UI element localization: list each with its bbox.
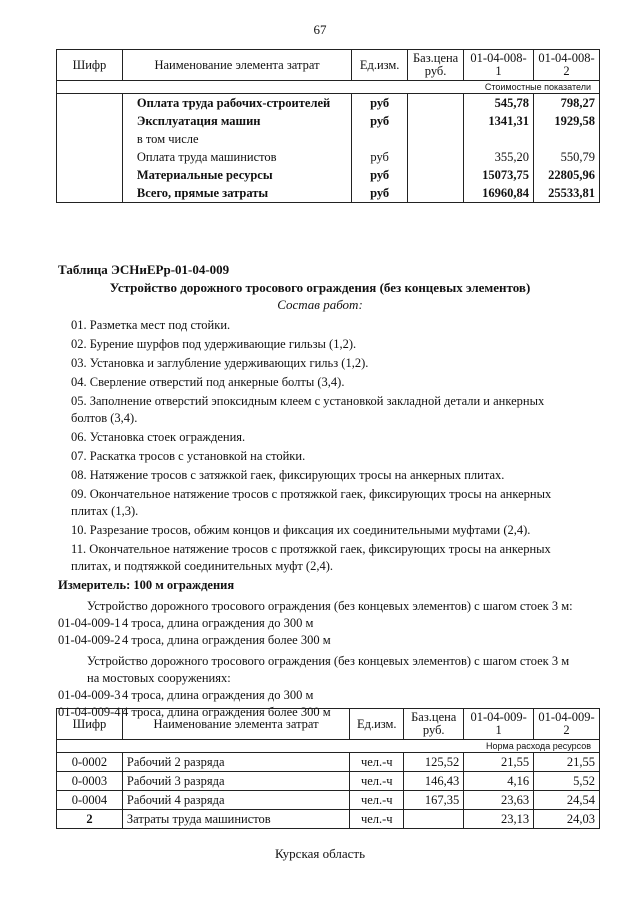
operation-item: 01. Разметка мест под стойки. [71,318,231,332]
operation-item: 11. Окончательное натяжение тросов с протяжкой гаек, фиксирующих тросы на анкерных плитах, и подтяжкой соединительных муфт (2,4). [71,542,551,573]
table-row [57,166,600,184]
resource-norms-table [56,708,600,829]
cost-item-unit: руб [352,112,408,130]
group1-items [58,615,578,649]
resource-value-col2: 24,54 [534,791,600,810]
table-row [57,148,600,166]
header-code: Шифр [57,50,123,81]
cost-value-col1: 1341,31 [464,112,534,130]
cost-value-col2 [534,130,600,148]
table-row [57,184,600,203]
cost-value-col1: 355,20 [464,148,534,166]
cost-value-col2: 798,27 [534,94,600,113]
operation-item: 09. Окончательное натяжение тросов с протяжкой гаек, фиксирующих тросы на анкерных плитах (1,3). [71,487,552,518]
cost-item-name: Оплата труда рабочих-строителей [122,94,351,113]
table-note: Стоимостные показатели [57,81,600,94]
resource-unit: чел.-ч [350,791,404,810]
resource-value-col1: 4,16 [464,772,534,791]
resource-unit: чел.-ч [350,753,404,772]
footer-region: Курская область [274,846,365,861]
empty-cell [408,166,464,184]
operation-item: 08. Натяжение тросов с затяжкой гаек, фиксирующих тросы на анкерных плитах. [71,468,505,482]
norm-code: 01-04-009-1 [58,616,121,630]
cost-indicators-table [56,49,600,203]
norm-code: 01-04-009-4 [58,705,121,719]
cost-item-name: Всего, прямые затраты [122,184,351,203]
section-title: Устройство дорожного тросового ограждения (без концевых элементов) [109,280,531,295]
header-base-price: Баз.цена руб. [408,50,464,81]
resource-name: Рабочий 4 разряда [122,791,349,810]
resource-value-col1: 21,55 [464,753,534,772]
table-row [57,810,600,829]
norm-item [58,615,578,632]
cost-item-name: Материальные ресурсы [122,166,351,184]
resource-value-col2: 5,52 [534,772,600,791]
operations-list [58,317,578,575]
norm-description: 4 троса, длина ограждения до 300 м [122,616,314,630]
empty-cell [57,166,123,184]
work-composition-header: Состав работ: [277,297,363,312]
table-row [57,772,600,791]
operation-item: 10. Разрезание тросов, обжим концов и фиксация их соединительными муфтами (2,4). [71,523,531,537]
operation-item: 02. Бурение шурфов под удерживающие гильзы (1,2). [71,337,357,351]
cost-item-unit: руб [352,166,408,184]
table-note: Норма расхода ресурсов [57,740,600,753]
resource-name: Затраты труда машинистов [122,810,349,829]
resource-code: 0-0003 [57,772,123,791]
empty-cell [408,94,464,113]
resource-unit: чел.-ч [350,772,404,791]
empty-cell [57,112,123,130]
cost-item-name: Эксплуатация машин [122,112,351,130]
table-row [57,753,600,772]
table-row [57,130,600,148]
resource-value-col2: 24,03 [534,810,600,829]
work-content [58,317,578,721]
header-col2: 01-04-008-2 [534,50,600,81]
resource-value-col2: 21,55 [534,753,600,772]
cost-item-name: Оплата труда машинистов [122,148,351,166]
cost-value-col2: 550,79 [534,148,600,166]
cost-value-col2: 22805,96 [534,166,600,184]
norm-description: 4 троса, длина ограждения более 300 м [122,633,331,647]
header-col1: 01-04-009-1 [464,709,534,740]
resource-unit: чел.-ч [350,810,404,829]
empty-cell [57,184,123,203]
norm-description: 4 троса, длина ограждения более 300 м [122,705,331,719]
resource-code: 0-0004 [57,791,123,810]
empty-cell [408,112,464,130]
table-row [57,94,600,113]
cost-value-col1: 545,78 [464,94,534,113]
resource-base-price: 125,52 [404,753,464,772]
resource-value-col1: 23,13 [464,810,534,829]
table-header-row [57,709,600,740]
operation-item: 06. Установка стоек ограждения. [71,430,246,444]
resource-base-price [404,810,464,829]
resource-value-col1: 23,63 [464,791,534,810]
cost-item-name: в том числе [122,130,351,148]
norm-description: 4 троса, длина ограждения до 300 м [122,688,314,702]
cost-item-unit: руб [352,184,408,203]
empty-cell [408,184,464,203]
resource-name: Рабочий 3 разряда [122,772,349,791]
header-col2: 01-04-009-2 [534,709,600,740]
operation-item: 03. Установка и заглубление удерживающих гильз (1,2). [71,356,369,370]
cost-value-col1: 16960,84 [464,184,534,203]
resource-base-price: 167,35 [404,791,464,810]
norm-code: 01-04-009-3 [58,688,121,702]
cost-item-unit: руб [352,94,408,113]
resource-name: Рабочий 2 разряда [122,753,349,772]
norm-item [58,687,578,704]
table-header-row [57,50,600,81]
cost-item-unit [352,130,408,148]
header-code: Шифр [57,709,123,740]
header-base-price: Баз.цена руб. [404,709,464,740]
empty-cell [57,94,123,113]
group2-description: Устройство дорожного тросового ограждения (без концевых элементов) с шагом стоек 3 м на мостовых сооружениях: [87,654,570,685]
operation-item: 04. Сверление отверстий под анкерные болты (3,4). [71,375,345,389]
cost-value-col1: 15073,75 [464,166,534,184]
operation-item: 05. Заполнение отверстий эпоксидным клеем с установкой закладной детали и анкерных болтов (3,4). [71,394,545,425]
operation-item: 07. Раскатка тросов с установкой на стойки. [71,449,306,463]
header-unit: Ед.изм. [350,709,404,740]
table-label: Таблица ЭСНиЕРр-01-04-009 [58,262,230,277]
header-unit: Ед.изм. [352,50,408,81]
cost-item-unit: руб [352,148,408,166]
empty-cell [57,148,123,166]
resource-code: 0-0002 [57,753,123,772]
norm-item [58,632,578,649]
empty-cell [57,130,123,148]
cost-value-col1 [464,130,534,148]
measure-unit: Измеритель: 100 м ограждения [58,578,235,592]
page-number: 67 [313,22,327,37]
header-col1: 01-04-008-1 [464,50,534,81]
cost-value-col2: 25533,81 [534,184,600,203]
empty-cell [408,130,464,148]
group1-description: Устройство дорожного тросового ограждения (без концевых элементов) с шагом стоек 3 м: [87,599,573,613]
resource-base-price: 146,43 [404,772,464,791]
cost-value-col2: 1929,58 [534,112,600,130]
norm-code: 01-04-009-2 [58,633,121,647]
table-row [57,791,600,810]
resource-code: 2 [57,810,123,829]
header-name: Наименование элемента затрат [122,709,349,740]
empty-cell [408,148,464,166]
table-row [57,112,600,130]
header-name: Наименование элемента затрат [122,50,351,81]
